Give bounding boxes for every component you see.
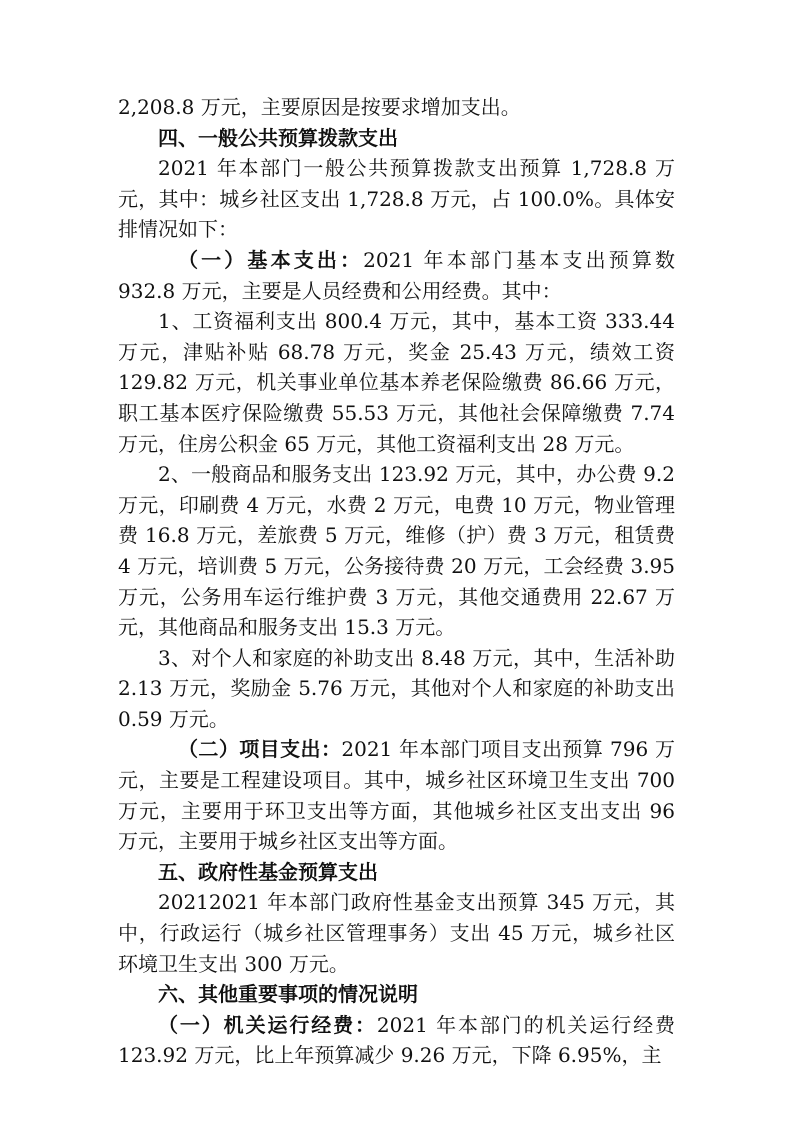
paragraph-salary-welfare: 1、工资福利支出 800.4 万元，其中，基本工资 333.44 万元，津贴补贴 68.78 万元，奖金 25.43 万元，绩效工资 129.82 万元，机关事业单位基本养老保险缴费 86.66 万元，职工基本医疗保险缴费 55.53 万元，其他社会保障缴费 7.74 万元，住房公积金 65 万元，其他工资福利支出 28 万元。 xyxy=(118,309,675,456)
paragraph-project-expenditure xyxy=(118,734,675,856)
subsection-text-basic: 2021 年本部门基本支出预算数 932.8 万元，主要是人员经费和公用经费。其中： xyxy=(118,247,675,303)
paragraph-operating-expense xyxy=(118,1010,675,1071)
paragraph-household-subsidy: 3、对个人和家庭的补助支出 8.48 万元，其中，生活补助 2.13 万元，奖励金 5.76 万元，其他对个人和家庭的补助支出 0.59 万元。 xyxy=(118,645,675,731)
subsection-label-operating: （一）机关运行经费： xyxy=(158,1012,377,1037)
subsection-label-basic: （一）基本支出： xyxy=(178,247,364,272)
paragraph-fund-budget: 20212021 年本部门政府性基金支出预算 345 万元，其中，行政运行（城乡社区管理事务）支出 45 万元，城乡社区环境卫生支出 300 万元。 xyxy=(118,890,675,976)
section-heading-4: 四、一般公共预算拨款支出 xyxy=(158,125,398,150)
paragraph-basic-expenditure xyxy=(118,245,675,306)
subsection-label-project: （二）项目支出： xyxy=(178,737,342,762)
paragraph-budget-summary: 2021 年本部门一般公共预算拨款支出预算 1,728.8 万元，其中：城乡社区支出 1,728.8 万元，占 100.0%。具体安排情况如下： xyxy=(118,156,675,242)
subsection-text-operating: 2021 年本部门的机关运行经费 123.92 万元，比上年预算减少 9.26 万元，下降 6.95%，主 xyxy=(118,1012,675,1068)
paragraph-goods-services: 2、一般商品和服务支出 123.92 万元，其中，办公费 9.2 万元，印刷费 4 万元，水费 2 万元，电费 10 万元，物业管理费 16.8 万元，差旅费 5 万元，维修（护）费 3 万元，租赁费 4 万元，培训费 5 万元，公务接待费 20 万元，工会经费 3.95 万元，公务用车运行维护费 3 万元，其他交通费用 22.67 万元，其他商品和服务支出 15.3 万元。 xyxy=(118,462,675,640)
section-heading-6: 六、其他重要事项的情况说明 xyxy=(158,982,418,1007)
paragraph-continuation: 2,208.8 万元，主要原因是按要求增加支出。 xyxy=(118,95,521,119)
document-page xyxy=(118,92,675,1071)
subsection-text-project: 2021 年本部门项目支出预算 796 万元，主要是工程建设项目。其中，城乡社区环境卫生支出 700 万元，主要用于环卫支出等方面，其他城乡社区支出支出 96 万元，主要用于城乡社区支出等方面。 xyxy=(118,737,675,854)
section-heading-5: 五、政府性基金预算支出 xyxy=(158,859,378,884)
